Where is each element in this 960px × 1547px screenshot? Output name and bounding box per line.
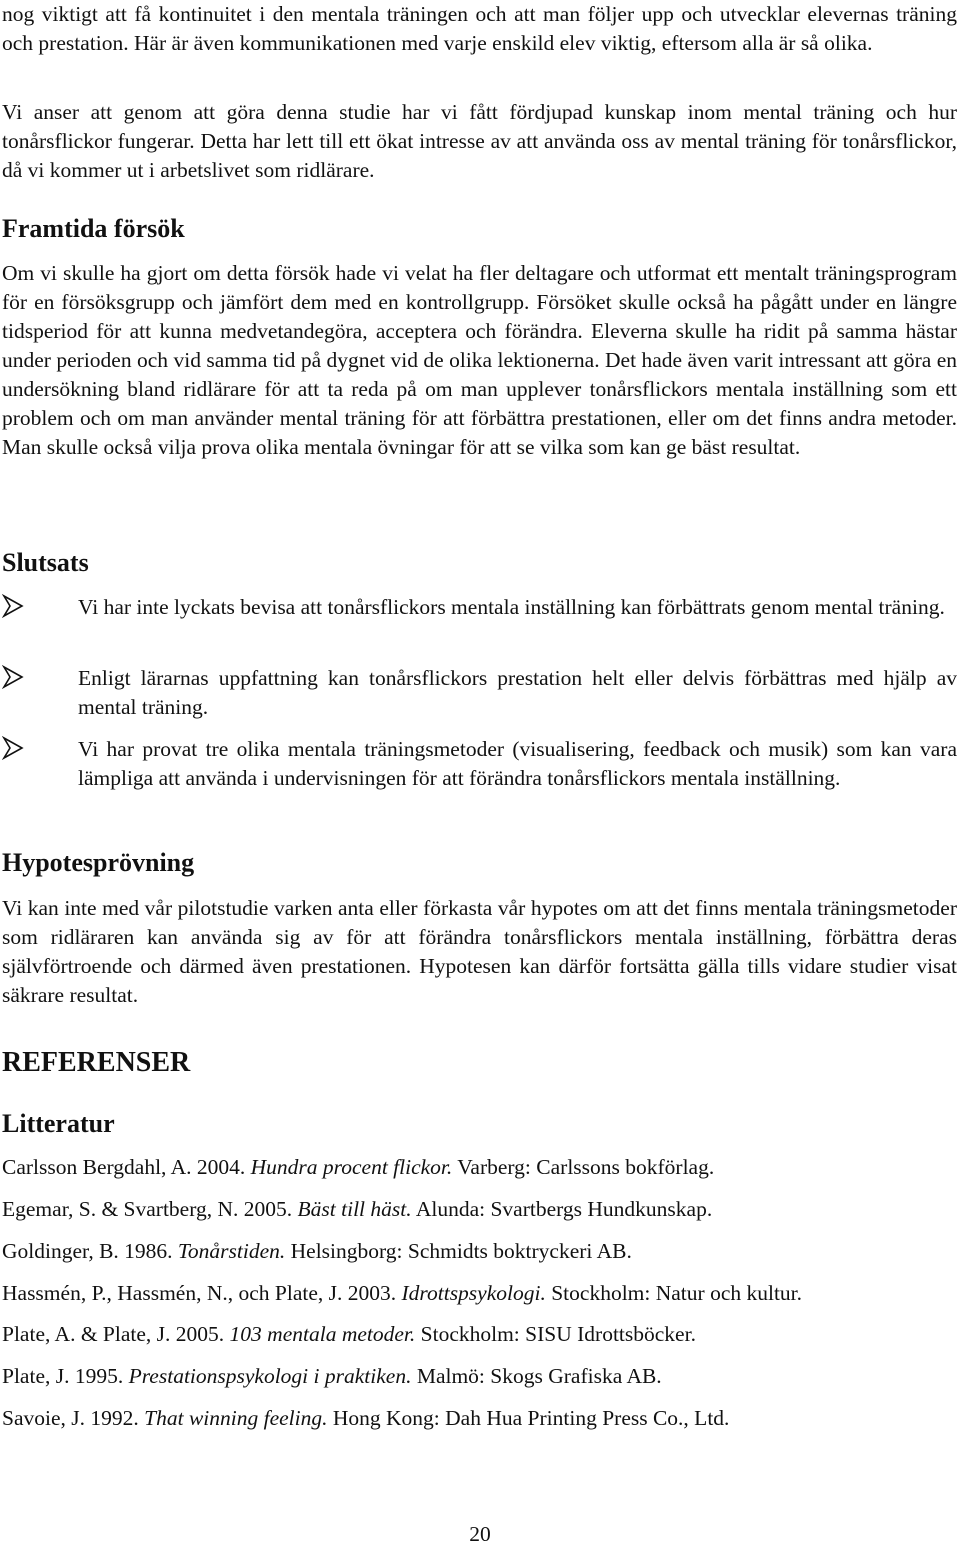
reference-title: Prestationspsykologi i praktiken. xyxy=(128,1364,412,1388)
reference-author-year: Plate, J. 1995. xyxy=(2,1364,129,1388)
intro-paragraph-2: Vi anser att genom att göra denna studie har vi fått fördjupad kunskap inom mental träning och hur tonårsflickor fungerar. Detta har lett till ett ökat intresse av att använda oss av mental träning för tonårsflickor, då vi kommer ut i arbetslivet som ridlärare. xyxy=(2,100,957,182)
reference-author-year: Plate, A. & Plate, J. 2005. xyxy=(2,1322,230,1346)
reference-entry xyxy=(2,1320,696,1349)
reference-title: That winning feeling. xyxy=(144,1406,328,1430)
reference-title: Bäst till häst. xyxy=(297,1197,412,1221)
reference-publisher: Alunda: Svartbergs Hundkunskap. xyxy=(411,1197,713,1221)
hypothesis-paragraph: Vi kan inte med vår pilotstudie varken anta eller förkasta vår hypotes om att det finns mentala träningsmetoder som ridläraren kan använda sig av för att förändra tonårsflickors mentala inställning, förbättra deras självförtroende och därmed även prestationen. Hypotesen kan därför fortsätta gälla tills vidare studier visat säkrare resultat. xyxy=(2,896,957,1007)
page-number: 20 xyxy=(469,1522,491,1546)
reference-entry xyxy=(2,1404,729,1433)
reference-entry xyxy=(2,1195,712,1224)
reference-publisher: Stockholm: SISU Idrottsböcker. xyxy=(415,1322,696,1346)
reference-title: Idrottspsykologi. xyxy=(401,1281,546,1305)
future-paragraph: Om vi skulle ha gjort om detta försök hade vi velat ha fler deltagare och utformat ett mentalt träningsprogram för en försöksgrupp och jämfört dem med en kontrollgrupp. Försöket skulle också ha pågått under en längre tidsperiod för att kunna medvetandegöra, acceptera och förändra. Eleverna skulle ha ridit på samma hästar under perioden och vid samma tid på dygnet vid de olika lektionerna. Det hade även varit intressant att göra en undersökning bland ridlärare för att ta reda på om man upplever tonårsflickors mentala inställning som ett problem och om man använder mental träning för att förbättra prestationen, eller om det finns andra metoder. Man skulle också vilja prova olika mentala övningar för att se vilka som kan ge bäst resultat. xyxy=(2,261,957,459)
conclusion-item-text: Vi har inte lyckats bevisa att tonårsflickors mentala inställning kan förbättrats genom mental träning. xyxy=(78,595,945,619)
reference-title: Tonårstiden. xyxy=(177,1239,286,1263)
conclusion-item xyxy=(2,593,957,622)
reference-author-year: Goldinger, B. 1986. xyxy=(2,1239,178,1263)
reference-author-year: Savoie, J. 1992. xyxy=(2,1406,145,1430)
reference-entry xyxy=(2,1279,802,1308)
future-heading: Framtida försök xyxy=(2,214,185,243)
reference-author-year: Carlsson Bergdahl, A. 2004. xyxy=(2,1155,251,1179)
conclusion-item-text: Enligt lärarnas uppfattning kan tonårsflickors prestation helt eller delvis förbättras med hjälp av mental träning. xyxy=(78,666,957,719)
conclusion-item-text: Vi har provat tre olika mentala träningsmetoder (visualisering, feedback och musik) som kan vara lämpliga att använda i undervisningen för att förändra tonårsflickors mentala inställning. xyxy=(78,737,957,790)
reference-title: Hundra procent flickor. xyxy=(250,1155,453,1179)
reference-publisher: Stockholm: Natur och kultur. xyxy=(545,1281,803,1305)
conclusions-heading: Slutsats xyxy=(2,548,89,577)
reference-entry xyxy=(2,1153,714,1182)
intro-paragraph-1: nog viktigt att få kontinuitet i den mentala träningen och att man följer upp och utvecklar elevernas träning och prestation. Här är även kommunikationen med varje enskild elev viktig, eftersom alla är så olika. xyxy=(2,2,957,55)
reference-entry xyxy=(2,1237,632,1266)
reference-publisher: Hong Kong: Dah Hua Printing Press Co., Ltd. xyxy=(327,1406,730,1430)
reference-publisher: Helsingborg: Schmidts boktryckeri AB. xyxy=(285,1239,632,1263)
reference-publisher: Malmö: Skogs Grafiska AB. xyxy=(411,1364,662,1388)
reference-title: 103 mentala metoder. xyxy=(229,1322,416,1346)
reference-publisher: Varberg: Carlssons bokförlag. xyxy=(452,1155,715,1179)
reference-author-year: Hassmén, P., Hassmén, N., och Plate, J. 2003. xyxy=(2,1281,402,1305)
literature-heading: Litteratur xyxy=(2,1109,115,1138)
reference-entry xyxy=(2,1362,662,1391)
arrowhead-bullet-icon xyxy=(2,594,24,618)
conclusion-item xyxy=(2,664,957,722)
references-heading: REFERENSER xyxy=(2,1047,191,1078)
reference-author-year: Egemar, S. & Svartberg, N. 2005. xyxy=(2,1197,298,1221)
arrowhead-bullet-icon xyxy=(2,665,24,689)
conclusion-item xyxy=(2,735,957,793)
arrowhead-bullet-icon xyxy=(2,736,24,760)
hypothesis-heading: Hypotesprövning xyxy=(2,848,195,877)
